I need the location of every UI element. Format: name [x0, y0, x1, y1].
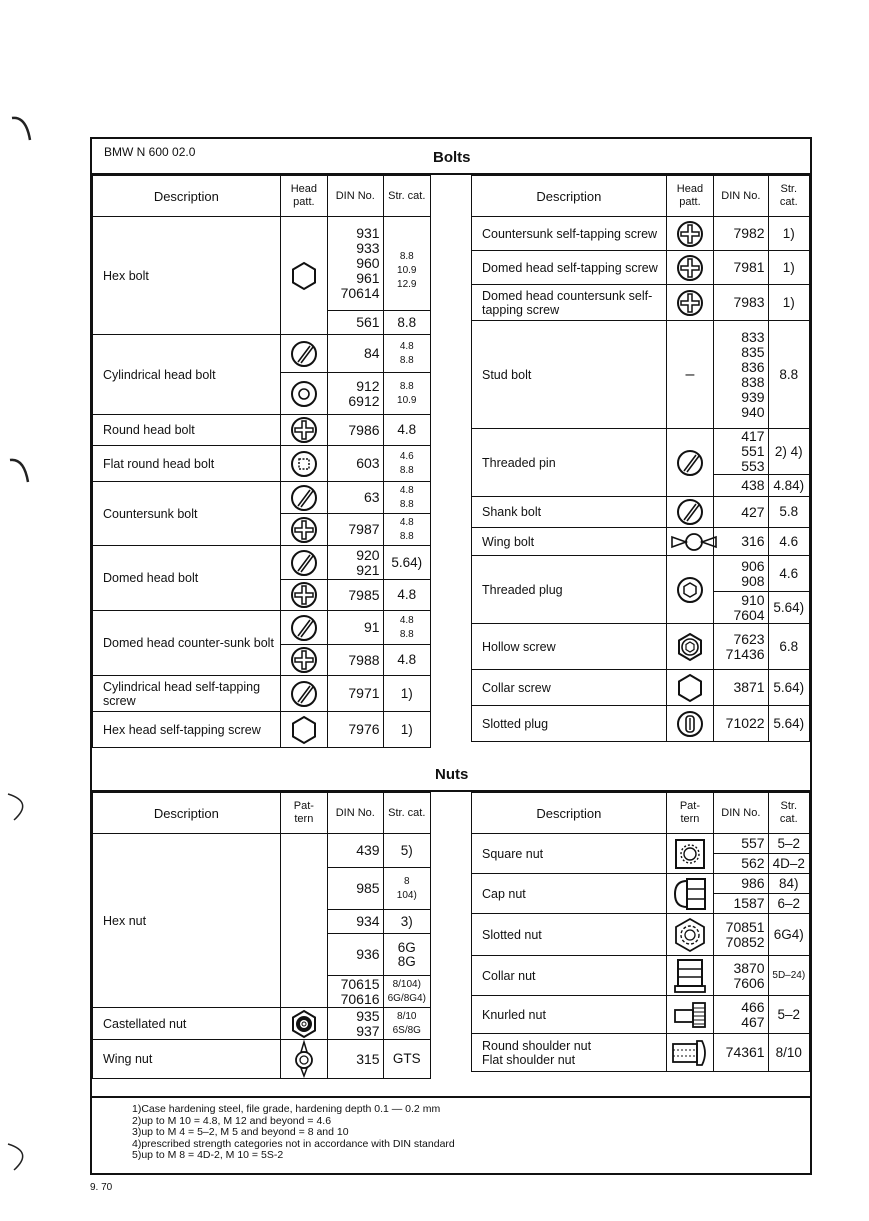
- strength-category: 5.8: [768, 497, 809, 528]
- icon-cell: [280, 834, 327, 1008]
- din-number: 91: [328, 611, 383, 645]
- din-number: 920 921: [328, 546, 383, 580]
- description-cell: Hex nut: [93, 834, 281, 1008]
- cross-recess-icon: [666, 251, 713, 285]
- strength-category: 6G 8G: [383, 934, 430, 976]
- slotted-head-icon: [280, 546, 327, 580]
- description-cell: Shank bolt: [472, 497, 667, 528]
- table-row: [93, 217, 431, 311]
- din-number: 7985: [328, 580, 383, 611]
- nuts-right-table: [471, 792, 810, 1072]
- description-cell: Cylindrical head bolt: [93, 335, 281, 415]
- din-number: 74361: [714, 1034, 768, 1072]
- din-number: 316: [714, 528, 768, 556]
- col-pattern: Pat- tern: [280, 793, 327, 834]
- col-strength: Str. cat.: [768, 793, 809, 834]
- strength-category: 5.64): [768, 592, 809, 624]
- description-cell: Round head bolt: [93, 415, 281, 446]
- strength-category: 4.8 8.8: [383, 611, 430, 645]
- bolts-left-table: [92, 175, 431, 748]
- din-number: 7623 71436: [714, 624, 768, 670]
- strength-category: 5): [383, 834, 430, 868]
- din-number: 985: [328, 868, 383, 910]
- table-row: [93, 712, 431, 748]
- table-header-row: [93, 176, 431, 217]
- strength-category: 6G4): [768, 914, 809, 956]
- table-row: [93, 834, 431, 868]
- din-number: 438: [714, 475, 768, 497]
- description-cell: Flat round head bolt: [93, 446, 281, 482]
- table-row: [472, 996, 810, 1034]
- strength-category: 5–2: [768, 996, 809, 1034]
- table-row: [93, 446, 431, 482]
- table-header-row: [472, 793, 810, 834]
- strength-category: 4.8: [383, 415, 430, 446]
- col-strength: Str. cat.: [768, 176, 809, 217]
- description-cell: Collar screw: [472, 670, 667, 706]
- din-number: 417 551 553: [714, 429, 768, 475]
- din-number: 70615 70616: [328, 976, 383, 1008]
- description-cell: Square nut: [472, 834, 667, 874]
- description-cell: Collar nut: [472, 956, 667, 996]
- shoulder-nut-icon: [666, 1034, 713, 1072]
- description-cell: Wing nut: [93, 1040, 281, 1079]
- din-number: 562: [714, 854, 768, 874]
- table-row: [93, 1008, 431, 1040]
- castellated-nut-icon: [280, 1008, 327, 1040]
- din-number: 3871: [714, 670, 768, 706]
- strength-category: 4.8: [383, 580, 430, 611]
- col-strength: Str. cat.: [383, 176, 430, 217]
- description-cell: Stud bolt: [472, 321, 667, 429]
- col-din: DIN No.: [328, 793, 383, 834]
- din-number: 561: [328, 311, 383, 335]
- description-cell: Countersunk self-tapping screw: [472, 217, 667, 251]
- square-nut-icon: [666, 834, 713, 874]
- strength-category: 6.8: [768, 624, 809, 670]
- din-number: 935 937: [328, 1008, 383, 1040]
- table-row: [472, 285, 810, 321]
- col-head-pattern: Head patt.: [280, 176, 327, 217]
- table-row: [472, 834, 810, 854]
- wing-nut-icon: [280, 1040, 327, 1079]
- table-row: [472, 670, 810, 706]
- strength-category: 4.8 8.8: [383, 335, 430, 373]
- table-row: [472, 528, 810, 556]
- description-cell: Cap nut: [472, 874, 667, 914]
- wing-bolt-icon: [666, 528, 713, 556]
- description-cell: Slotted plug: [472, 706, 667, 742]
- table-row: [93, 415, 431, 446]
- table-row: [472, 706, 810, 742]
- col-din: DIN No.: [714, 176, 768, 217]
- strength-category: 4.6: [768, 556, 809, 592]
- din-number: 70851 70852: [714, 914, 768, 956]
- slotted-head-icon: [280, 611, 327, 645]
- punch-mark: [8, 110, 38, 150]
- cross-recess-icon: [280, 580, 327, 611]
- footnote: 3)up to M 4 = 5–2, M 5 and beyond = 8 and 10: [132, 1126, 349, 1138]
- din-number: 936: [328, 934, 383, 976]
- cross-recess-icon: [280, 415, 327, 446]
- section-title-bolts: Bolts: [433, 149, 471, 166]
- footnote: 1)Case hardening steel, file grade, hardening depth 0.1 — 0.2 mm: [132, 1103, 441, 1115]
- din-number: 84: [328, 335, 383, 373]
- table-row: [472, 497, 810, 528]
- strength-category: 4.6 8.8: [383, 446, 430, 482]
- strength-category: 8.8: [768, 321, 809, 429]
- slotted-head-icon: [280, 676, 327, 712]
- strength-category: 4.8: [383, 645, 430, 676]
- din-number: 557: [714, 834, 768, 854]
- strength-category: 3): [383, 910, 430, 934]
- strength-category: 1): [768, 285, 809, 321]
- din-number: 7987: [328, 514, 383, 546]
- table-row: [93, 482, 431, 514]
- strength-category: 5–2: [768, 834, 809, 854]
- slotted-head-icon: [280, 335, 327, 373]
- strength-category: 4.8 8.8: [383, 514, 430, 546]
- col-din: DIN No.: [714, 793, 768, 834]
- strength-category: 1): [383, 712, 430, 748]
- col-din: DIN No.: [328, 176, 383, 217]
- description-cell: Wing bolt: [472, 528, 667, 556]
- cross-recess-icon: [280, 645, 327, 676]
- description-cell: Threaded pin: [472, 429, 667, 497]
- din-number: 315: [328, 1040, 383, 1079]
- strength-category: 8 104): [383, 868, 430, 910]
- col-head-pattern: Head patt.: [666, 176, 713, 217]
- din-number: 931 933 960 961 70614: [328, 217, 383, 311]
- strength-category: 2) 4): [768, 429, 809, 475]
- table-row: [93, 546, 431, 580]
- strength-category: GTS: [383, 1040, 430, 1079]
- description-cell: Hollow screw: [472, 624, 667, 670]
- table-row: [472, 556, 810, 592]
- description-cell: Domed head self-tapping screw: [472, 251, 667, 285]
- description-cell: Threaded plug: [472, 556, 667, 624]
- din-number: 439: [328, 834, 383, 868]
- hexagon-icon: [280, 712, 327, 748]
- din-number: 7971: [328, 676, 383, 712]
- table-row: [472, 1034, 810, 1072]
- description-cell: Castellated nut: [93, 1008, 281, 1040]
- table-row: [93, 335, 431, 373]
- table-row: [472, 217, 810, 251]
- circle-head-icon: [280, 373, 327, 415]
- description-cell: Cylindrical head self-tapping screw: [93, 676, 281, 712]
- din-number: 466 467: [714, 996, 768, 1034]
- description-cell: Knurled nut: [472, 996, 667, 1034]
- cross-recess-icon: [280, 514, 327, 546]
- cross-recess-icon: [666, 217, 713, 251]
- knurled-nut-icon: [666, 996, 713, 1034]
- description-cell: Round shoulder nut Flat shoulder nut: [472, 1034, 667, 1072]
- strength-category: 5.64): [768, 670, 809, 706]
- strength-category: 4.6: [768, 528, 809, 556]
- din-number: 934: [328, 910, 383, 934]
- col-description: Description: [472, 176, 667, 217]
- punch-mark: [6, 452, 36, 492]
- strength-category: 8.8 10.9 12.9: [383, 217, 430, 311]
- col-pattern: Pat- tern: [666, 793, 713, 834]
- din-number: 910 7604: [714, 592, 768, 624]
- description-cell: Slotted nut: [472, 914, 667, 956]
- din-number: 427: [714, 497, 768, 528]
- slotted-head-icon: [280, 482, 327, 514]
- section-title-nuts: Nuts: [435, 766, 469, 783]
- description-cell: Domed head countersunk self-tapping screw: [472, 285, 667, 321]
- slotted-head-icon: [666, 429, 713, 497]
- din-number: 906 908: [714, 556, 768, 592]
- table-row: [93, 1040, 431, 1079]
- collar-nut-icon: [666, 956, 713, 996]
- din-number: 7976: [328, 712, 383, 748]
- table-row: [472, 321, 810, 429]
- punch-mark: [4, 788, 34, 828]
- strength-category: 5.64): [383, 546, 430, 580]
- strength-category: 1): [383, 676, 430, 712]
- strength-category: 1): [768, 217, 809, 251]
- table-row: [472, 624, 810, 670]
- col-description: Description: [93, 793, 281, 834]
- strength-category: 8.8 10.9: [383, 373, 430, 415]
- document-code: BMW N 600 02.0: [104, 145, 196, 159]
- footnote: 2)up to M 10 = 4.8, M 12 and beyond = 4.6: [132, 1114, 332, 1127]
- strength-category: 4.8 8.8: [383, 482, 430, 514]
- din-number: 7988: [328, 645, 383, 676]
- table-header-row: [472, 176, 810, 217]
- table-header-row: [93, 793, 431, 834]
- col-strength: Str. cat.: [383, 793, 430, 834]
- strength-category: 4D–2: [768, 854, 809, 874]
- footnotes: [132, 1104, 455, 1162]
- square-neck-icon: [280, 446, 327, 482]
- strength-category: 8.8: [383, 311, 430, 335]
- din-number: 1587: [714, 894, 768, 914]
- slotted-head-icon: [666, 497, 713, 528]
- footnote: 5)up to M 8 = 4D-2, M 10 = 5S-2: [132, 1149, 284, 1161]
- table-row: [472, 914, 810, 956]
- din-number: 603: [328, 446, 383, 482]
- strength-category: 8/10 6S/8G: [383, 1008, 430, 1040]
- hollow-hex-icon: [666, 624, 713, 670]
- strength-category: 1): [768, 251, 809, 285]
- table-row: [472, 251, 810, 285]
- description-cell: Domed head bolt: [93, 546, 281, 611]
- din-number: 63: [328, 482, 383, 514]
- divider: [90, 1096, 812, 1098]
- table-row: [472, 874, 810, 894]
- col-description: Description: [472, 793, 667, 834]
- description-cell: Countersunk bolt: [93, 482, 281, 546]
- hexagon-icon: [666, 670, 713, 706]
- table-row: [93, 611, 431, 645]
- slotted-plug-icon: [666, 706, 713, 742]
- plug-icon: [666, 556, 713, 624]
- din-number: 7982: [714, 217, 768, 251]
- din-number: 7983: [714, 285, 768, 321]
- hexagon-icon: [280, 217, 327, 335]
- din-number: 912 6912: [328, 373, 383, 415]
- table-row: [472, 956, 810, 996]
- table-row: [93, 676, 431, 712]
- strength-category: 5D–24): [768, 956, 809, 996]
- footnote: 4)prescribed strength categories not in accordance with DIN standard: [132, 1137, 455, 1150]
- strength-category: 8/104) 6G/8G4): [383, 976, 430, 1008]
- nuts-left-table: [92, 792, 431, 1079]
- punch-mark: [4, 1138, 34, 1178]
- din-number: 833 835 836 838 939 940: [714, 321, 768, 429]
- slotted-nut-icon: [666, 914, 713, 956]
- din-number: 7986: [328, 415, 383, 446]
- bolts-right-table: [471, 175, 810, 742]
- cap-nut-icon: [666, 874, 713, 914]
- cross-recess-icon: [666, 285, 713, 321]
- page-number: 9. 70: [90, 1182, 113, 1193]
- strength-category: 8/10: [768, 1034, 809, 1072]
- din-number: 71022: [714, 706, 768, 742]
- description-cell: Hex head self-tapping screw: [93, 712, 281, 748]
- description-cell: Hex bolt: [93, 217, 281, 335]
- strength-category: 6–2: [768, 894, 809, 914]
- col-description: Description: [93, 176, 281, 217]
- din-number: 986: [714, 874, 768, 894]
- strength-category: 84): [768, 874, 809, 894]
- description-cell: Domed head counter-sunk bolt: [93, 611, 281, 676]
- din-number: 3870 7606: [714, 956, 768, 996]
- din-number: 7981: [714, 251, 768, 285]
- strength-category: 5.64): [768, 706, 809, 742]
- dash: –: [666, 321, 713, 429]
- table-row: [472, 429, 810, 475]
- strength-category: 4.84): [768, 475, 809, 497]
